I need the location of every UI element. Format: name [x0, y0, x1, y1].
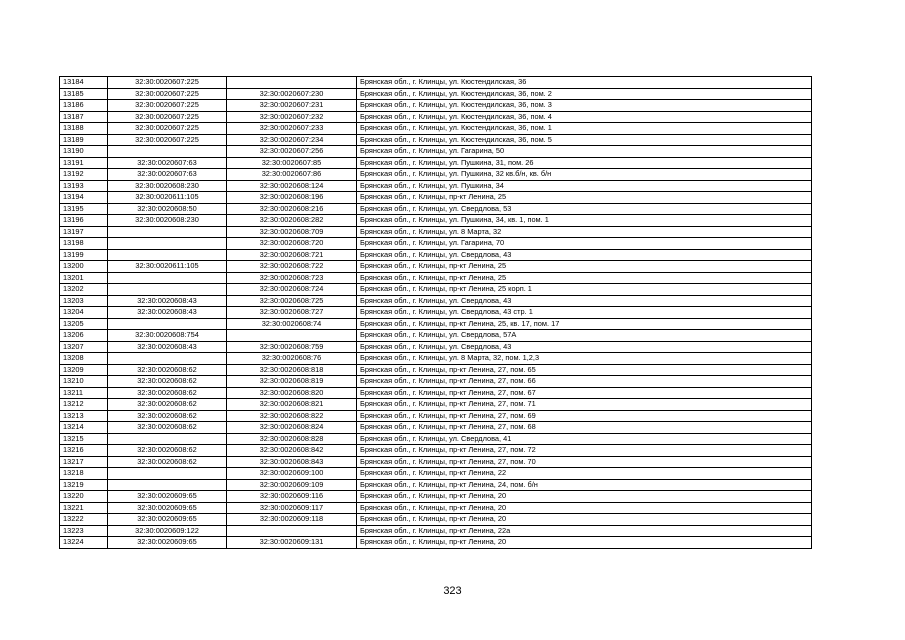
row-number-cell: 13199: [60, 249, 108, 261]
row-number-cell: 13206: [60, 330, 108, 342]
row-number-cell: 13208: [60, 353, 108, 365]
table-row: [60, 146, 812, 158]
address-cell: Брянская обл., г. Клинцы, ул. Свердлова, 43: [357, 249, 812, 261]
row-number-cell: 13195: [60, 203, 108, 215]
cadastral-number-cell: 32:30:0020607:85: [227, 157, 357, 169]
cadastral-number-cell: 32:30:0020607:232: [227, 111, 357, 123]
registry-table-body: [60, 77, 812, 549]
address-cell: Брянская обл., г. Клинцы, пр-кт Ленина, 27, пом. 68: [357, 422, 812, 434]
address-cell: Брянская обл., г. Клинцы, пр-кт Ленина, 25, кв. 17, пом. 17: [357, 318, 812, 330]
table-row: [60, 399, 812, 411]
row-number-cell: 13212: [60, 399, 108, 411]
address-cell: Брянская обл., г. Клинцы, ул. Пушкина, 32 кв.б/н, кв. б/н: [357, 169, 812, 181]
cadastral-number-cell: 32:30:0020608:282: [227, 215, 357, 227]
parent-cadastral-number-cell: [108, 249, 227, 261]
row-number-cell: 13214: [60, 422, 108, 434]
parent-cadastral-number-cell: 32:30:0020609:65: [108, 502, 227, 514]
parent-cadastral-number-cell: 32:30:0020608:62: [108, 399, 227, 411]
address-cell: Брянская обл., г. Клинцы, пр-кт Ленина, 22а: [357, 525, 812, 537]
address-cell: Брянская обл., г. Клинцы, ул. Пушкина, 34, кв. 1, пом. 1: [357, 215, 812, 227]
table-row: [60, 203, 812, 215]
table-row: [60, 238, 812, 250]
table-row: [60, 157, 812, 169]
table-row: [60, 456, 812, 468]
page-number: 323: [443, 585, 462, 597]
parent-cadastral-number-cell: 32:30:0020608:62: [108, 410, 227, 422]
parent-cadastral-number-cell: [108, 433, 227, 445]
row-number-cell: 13218: [60, 468, 108, 480]
address-cell: Брянская обл., г. Клинцы, ул. Гагарина, 50: [357, 146, 812, 158]
parent-cadastral-number-cell: 32:30:0020608:62: [108, 456, 227, 468]
row-number-cell: 13184: [60, 77, 108, 89]
row-number-cell: 13216: [60, 445, 108, 457]
cadastral-number-cell: 32:30:0020609:118: [227, 514, 357, 526]
address-cell: Брянская обл., г. Клинцы, ул. 8 Марта, 32: [357, 226, 812, 238]
row-number-cell: 13192: [60, 169, 108, 181]
cadastral-number-cell: 32:30:0020608:196: [227, 192, 357, 204]
parent-cadastral-number-cell: [108, 479, 227, 491]
address-cell: Брянская обл., г. Клинцы, ул. Пушкина, 31, пом. 26: [357, 157, 812, 169]
parent-cadastral-number-cell: [108, 318, 227, 330]
cadastral-number-cell: 32:30:0020608:720: [227, 238, 357, 250]
table-row: [60, 491, 812, 503]
parent-cadastral-number-cell: 32:30:0020608:43: [108, 307, 227, 319]
table-row: [60, 353, 812, 365]
table-row: [60, 364, 812, 376]
address-cell: Брянская обл., г. Клинцы, ул. Кюстендилская, 36, пом. 5: [357, 134, 812, 146]
cadastral-number-cell: 32:30:0020608:723: [227, 272, 357, 284]
parent-cadastral-number-cell: 32:30:0020608:43: [108, 295, 227, 307]
row-number-cell: 13198: [60, 238, 108, 250]
cadastral-number-cell: 32:30:0020608:759: [227, 341, 357, 353]
address-cell: Брянская обл., г. Клинцы, ул. Свердлова, 43: [357, 341, 812, 353]
cadastral-number-cell: 32:30:0020608:820: [227, 387, 357, 399]
parent-cadastral-number-cell: [108, 468, 227, 480]
table-row: [60, 134, 812, 146]
table-row: [60, 376, 812, 388]
table-row: [60, 410, 812, 422]
cadastral-number-cell: 32:30:0020607:234: [227, 134, 357, 146]
cadastral-number-cell: 32:30:0020609:116: [227, 491, 357, 503]
parent-cadastral-number-cell: 32:30:0020609:65: [108, 514, 227, 526]
table-row: [60, 307, 812, 319]
table-row: [60, 88, 812, 100]
table-row: [60, 318, 812, 330]
parent-cadastral-number-cell: 32:30:0020608:754: [108, 330, 227, 342]
address-cell: Брянская обл., г. Клинцы, ул. Пушкина, 34: [357, 180, 812, 192]
table-row: [60, 226, 812, 238]
address-cell: Брянская обл., г. Клинцы, ул. Гагарина, 70: [357, 238, 812, 250]
address-cell: Брянская обл., г. Клинцы, пр-кт Ленина, 20: [357, 491, 812, 503]
parent-cadastral-number-cell: 32:30:0020607:63: [108, 157, 227, 169]
table-row: [60, 433, 812, 445]
address-cell: Брянская обл., г. Клинцы, пр-кт Ленина, 27, пом. 71: [357, 399, 812, 411]
row-number-cell: 13211: [60, 387, 108, 399]
table-row: [60, 341, 812, 353]
parent-cadastral-number-cell: 32:30:0020608:230: [108, 180, 227, 192]
table-row: [60, 295, 812, 307]
cadastral-number-cell: 32:30:0020608:725: [227, 295, 357, 307]
row-number-cell: 13186: [60, 100, 108, 112]
cadastral-number-cell: 32:30:0020608:819: [227, 376, 357, 388]
row-number-cell: 13202: [60, 284, 108, 296]
row-number-cell: 13209: [60, 364, 108, 376]
table-row: [60, 123, 812, 135]
row-number-cell: 13219: [60, 479, 108, 491]
cadastral-number-cell: 32:30:0020608:828: [227, 433, 357, 445]
address-cell: Брянская обл., г. Клинцы, ул. Свердлова, 53: [357, 203, 812, 215]
cadastral-number-cell: 32:30:0020609:117: [227, 502, 357, 514]
parent-cadastral-number-cell: 32:30:0020611:105: [108, 261, 227, 273]
parent-cadastral-number-cell: 32:30:0020608:62: [108, 445, 227, 457]
parent-cadastral-number-cell: 32:30:0020608:43: [108, 341, 227, 353]
row-number-cell: 13190: [60, 146, 108, 158]
parent-cadastral-number-cell: [108, 226, 227, 238]
row-number-cell: 13187: [60, 111, 108, 123]
parent-cadastral-number-cell: [108, 284, 227, 296]
cadastral-number-cell: 32:30:0020608:727: [227, 307, 357, 319]
address-cell: Брянская обл., г. Клинцы, пр-кт Ленина, 27, пом. 70: [357, 456, 812, 468]
cadastral-number-cell: [227, 330, 357, 342]
row-number-cell: 13201: [60, 272, 108, 284]
table-row: [60, 261, 812, 273]
cadastral-number-cell: 32:30:0020607:231: [227, 100, 357, 112]
table-row: [60, 422, 812, 434]
cadastral-number-cell: 32:30:0020607:233: [227, 123, 357, 135]
parent-cadastral-number-cell: [108, 146, 227, 158]
cadastral-number-cell: 32:30:0020608:709: [227, 226, 357, 238]
parent-cadastral-number-cell: 32:30:0020608:62: [108, 387, 227, 399]
table-row: [60, 284, 812, 296]
cadastral-number-cell: 32:30:0020608:74: [227, 318, 357, 330]
cadastral-number-cell: 32:30:0020608:721: [227, 249, 357, 261]
parent-cadastral-number-cell: 32:30:0020607:225: [108, 88, 227, 100]
address-cell: Брянская обл., г. Клинцы, пр-кт Ленина, 25: [357, 192, 812, 204]
address-cell: Брянская обл., г. Клинцы, ул. Свердлова, 57А: [357, 330, 812, 342]
parent-cadastral-number-cell: 32:30:0020607:225: [108, 123, 227, 135]
parent-cadastral-number-cell: 32:30:0020609:122: [108, 525, 227, 537]
row-number-cell: 13217: [60, 456, 108, 468]
address-cell: Брянская обл., г. Клинцы, ул. 8 Марта, 32, пом. 1,2,3: [357, 353, 812, 365]
cadastral-number-cell: [227, 525, 357, 537]
cadastral-number-cell: 32:30:0020608:216: [227, 203, 357, 215]
table-row: [60, 77, 812, 89]
parent-cadastral-number-cell: 32:30:0020609:65: [108, 537, 227, 549]
address-cell: Брянская обл., г. Клинцы, пр-кт Ленина, 20: [357, 502, 812, 514]
address-cell: Брянская обл., г. Клинцы, пр-кт Ленина, 27, пом. 69: [357, 410, 812, 422]
parent-cadastral-number-cell: 32:30:0020608:230: [108, 215, 227, 227]
row-number-cell: 13220: [60, 491, 108, 503]
address-cell: Брянская обл., г. Клинцы, ул. Кюстендилская, 36, пом. 3: [357, 100, 812, 112]
row-number-cell: 13215: [60, 433, 108, 445]
row-number-cell: 13194: [60, 192, 108, 204]
row-number-cell: 13193: [60, 180, 108, 192]
row-number-cell: 13188: [60, 123, 108, 135]
address-cell: Брянская обл., г. Клинцы, пр-кт Ленина, 27, пом. 66: [357, 376, 812, 388]
address-cell: Брянская обл., г. Клинцы, пр-кт Ленина, 20: [357, 537, 812, 549]
address-cell: Брянская обл., г. Клинцы, ул. Свердлова, 43: [357, 295, 812, 307]
row-number-cell: 13191: [60, 157, 108, 169]
property-registry-table: [59, 76, 812, 549]
table-row: [60, 330, 812, 342]
parent-cadastral-number-cell: [108, 238, 227, 250]
cadastral-number-cell: 32:30:0020608:818: [227, 364, 357, 376]
table-row: [60, 180, 812, 192]
cadastral-number-cell: 32:30:0020609:109: [227, 479, 357, 491]
parent-cadastral-number-cell: 32:30:0020608:62: [108, 422, 227, 434]
row-number-cell: 13210: [60, 376, 108, 388]
cadastral-number-cell: 32:30:0020609:100: [227, 468, 357, 480]
cadastral-number-cell: 32:30:0020608:842: [227, 445, 357, 457]
address-cell: Брянская обл., г. Клинцы, пр-кт Ленина, 25: [357, 272, 812, 284]
table-row: [60, 100, 812, 112]
row-number-cell: 13224: [60, 537, 108, 549]
table-row: [60, 537, 812, 549]
cadastral-number-cell: 32:30:0020607:230: [227, 88, 357, 100]
parent-cadastral-number-cell: [108, 272, 227, 284]
address-cell: Брянская обл., г. Клинцы, пр-кт Ленина, 25: [357, 261, 812, 273]
table-row: [60, 479, 812, 491]
parent-cadastral-number-cell: 32:30:0020607:225: [108, 100, 227, 112]
parent-cadastral-number-cell: 32:30:0020607:225: [108, 134, 227, 146]
table-row: [60, 111, 812, 123]
address-cell: Брянская обл., г. Клинцы, пр-кт Ленина, 27, пом. 72: [357, 445, 812, 457]
row-number-cell: 13204: [60, 307, 108, 319]
table-row: [60, 514, 812, 526]
table-row: [60, 192, 812, 204]
address-cell: Брянская обл., г. Клинцы, ул. Кюстендилская, 36, пом. 4: [357, 111, 812, 123]
parent-cadastral-number-cell: 32:30:0020608:62: [108, 364, 227, 376]
cadastral-number-cell: 32:30:0020609:131: [227, 537, 357, 549]
cadastral-number-cell: 32:30:0020607:256: [227, 146, 357, 158]
parent-cadastral-number-cell: 32:30:0020608:50: [108, 203, 227, 215]
address-cell: Брянская обл., г. Клинцы, ул. Кюстендилская, 36, пом. 2: [357, 88, 812, 100]
table-row: [60, 169, 812, 181]
address-cell: Брянская обл., г. Клинцы, ул. Кюстендилская, 36, пом. 1: [357, 123, 812, 135]
row-number-cell: 13205: [60, 318, 108, 330]
parent-cadastral-number-cell: 32:30:0020607:225: [108, 77, 227, 89]
row-number-cell: 13221: [60, 502, 108, 514]
parent-cadastral-number-cell: 32:30:0020607:225: [108, 111, 227, 123]
row-number-cell: 13200: [60, 261, 108, 273]
row-number-cell: 13185: [60, 88, 108, 100]
cadastral-number-cell: 32:30:0020608:843: [227, 456, 357, 468]
table-row: [60, 215, 812, 227]
cadastral-number-cell: 32:30:0020608:124: [227, 180, 357, 192]
cadastral-number-cell: 32:30:0020608:722: [227, 261, 357, 273]
parent-cadastral-number-cell: 32:30:0020607:63: [108, 169, 227, 181]
cadastral-number-cell: 32:30:0020608:821: [227, 399, 357, 411]
table-row: [60, 387, 812, 399]
cadastral-number-cell: 32:30:0020608:76: [227, 353, 357, 365]
address-cell: Брянская обл., г. Клинцы, пр-кт Ленина, 27, пом. 65: [357, 364, 812, 376]
parent-cadastral-number-cell: 32:30:0020611:105: [108, 192, 227, 204]
row-number-cell: 13223: [60, 525, 108, 537]
address-cell: Брянская обл., г. Клинцы, ул. Свердлова, 41: [357, 433, 812, 445]
row-number-cell: 13197: [60, 226, 108, 238]
row-number-cell: 13189: [60, 134, 108, 146]
row-number-cell: 13203: [60, 295, 108, 307]
parent-cadastral-number-cell: [108, 353, 227, 365]
address-cell: Брянская обл., г. Клинцы, пр-кт Ленина, 25 корп. 1: [357, 284, 812, 296]
cadastral-number-cell: 32:30:0020607:86: [227, 169, 357, 181]
address-cell: Брянская обл., г. Клинцы, пр-кт Ленина, 22: [357, 468, 812, 480]
address-cell: Брянская обл., г. Клинцы, пр-кт Ленина, 27, пом. 67: [357, 387, 812, 399]
address-cell: Брянская обл., г. Клинцы, ул. Свердлова, 43 стр. 1: [357, 307, 812, 319]
row-number-cell: 13207: [60, 341, 108, 353]
row-number-cell: 13196: [60, 215, 108, 227]
table-row: [60, 272, 812, 284]
row-number-cell: 13222: [60, 514, 108, 526]
address-cell: Брянская обл., г. Клинцы, пр-кт Ленина, 24, пом. б/н: [357, 479, 812, 491]
parent-cadastral-number-cell: 32:30:0020609:65: [108, 491, 227, 503]
address-cell: Брянская обл., г. Клинцы, ул. Кюстендилская, 36: [357, 77, 812, 89]
cadastral-number-cell: [227, 77, 357, 89]
table-row: [60, 502, 812, 514]
cadastral-number-cell: 32:30:0020608:824: [227, 422, 357, 434]
cadastral-number-cell: 32:30:0020608:724: [227, 284, 357, 296]
table-row: [60, 249, 812, 261]
table-row: [60, 468, 812, 480]
table-row: [60, 445, 812, 457]
parent-cadastral-number-cell: 32:30:0020608:62: [108, 376, 227, 388]
row-number-cell: 13213: [60, 410, 108, 422]
cadastral-number-cell: 32:30:0020608:822: [227, 410, 357, 422]
table-row: [60, 525, 812, 537]
address-cell: Брянская обл., г. Клинцы, пр-кт Ленина, 20: [357, 514, 812, 526]
